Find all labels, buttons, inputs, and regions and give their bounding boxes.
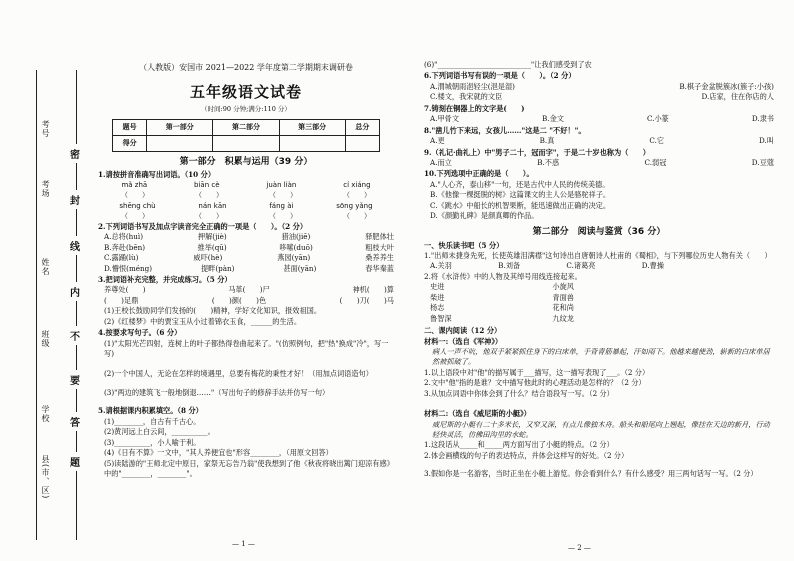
score-cell[interactable] (213, 135, 279, 151)
match-row[interactable] (424, 303, 574, 313)
answer-blank[interactable]: （ ） (195, 211, 223, 220)
pinyin: sōng yǎng (336, 201, 373, 210)
option-row[interactable] (98, 253, 394, 263)
option: C.楼文，我宋就的文臣 (430, 92, 503, 102)
question-5: 5.请根据课内积累填空。（8 分） (98, 406, 203, 416)
left-page (98, 62, 394, 542)
idiom: 神机( )算 (352, 285, 394, 295)
idiom-row[interactable] (98, 285, 394, 295)
material-2-q3: 3.假如你是一名游客，当时正坐在小艇上游览。你会看到什么？有什么感受？用三两句话写一写。（2 分） (424, 469, 758, 479)
question-8: 8."凿儿竹下来远，女孩儿……"这是二 "不好！"。 (424, 125, 586, 135)
answer-blank[interactable]: （ ） (195, 191, 223, 200)
pinyin: shēng chù (119, 201, 156, 210)
cut-char: 密 (70, 144, 80, 163)
margin-label-school: 学校 (41, 405, 50, 423)
option: A.关羽 (430, 261, 452, 271)
option[interactable]: C.《跳水》中船长的机智果断，能迅速做出正确的决定。 (430, 200, 611, 210)
answer-blanks[interactable] (98, 190, 394, 200)
option-row[interactable] (424, 261, 664, 271)
binding-margin (0, 0, 96, 561)
option: 桑养养生 (365, 253, 394, 263)
answer-blanks[interactable] (98, 211, 394, 221)
score-head: 题号 (113, 119, 147, 135)
score-head: 第一部分 (147, 119, 213, 135)
option-row[interactable] (424, 158, 774, 168)
pinyin: juàn liàn (266, 181, 297, 190)
option: C.小篆 (646, 114, 669, 124)
cut-char: 要 (70, 370, 80, 389)
answer-blank[interactable]: （ ） (121, 211, 149, 220)
question-10: 10.下列选项中正确的是（ ）。 (424, 169, 534, 179)
page-number-2: — 2 — (568, 544, 591, 552)
pinyin: fáng ài (269, 201, 294, 210)
match-row[interactable] (424, 293, 574, 303)
match-left[interactable]: 杨志 (430, 303, 445, 313)
option: B.奔赴(bēn) (104, 242, 146, 252)
material-2-q2: 2.体会画横线的句子的表达特点，并体会这样写的好处。（2 分） (424, 450, 629, 460)
match-left[interactable]: 柴进 (430, 292, 445, 302)
option: B.不惑 (537, 157, 560, 167)
fill-line[interactable]: (3)__________，小人喻于利。 (104, 437, 201, 447)
idiom: 养尊处( ) (104, 285, 146, 295)
option[interactable]: A."人心齐，泰山移"一句，还是古代中人民的传统美德。 (430, 179, 610, 189)
answer-blank[interactable]: （ ） (269, 211, 297, 220)
match-row[interactable] (424, 314, 574, 324)
option: 粗枝大叶 (365, 242, 394, 252)
option: 哆嗦(duō) (279, 242, 313, 252)
section-in-class-reading: 二、课内阅读（12 分） (424, 326, 502, 336)
option: 驿肥体壮 (365, 232, 394, 242)
score-head: 第三部分 (279, 119, 345, 135)
cut-char: 内 (70, 282, 80, 301)
option: A.总将(huì) (104, 232, 144, 242)
answer-blank[interactable]: （ ） (121, 191, 149, 200)
section-reading-books: 一、快乐读书吧（5 分） (424, 240, 504, 250)
score-head: 总分 (345, 119, 379, 135)
option: A.渭城朝雨浥轻尘(浥是湿) (430, 81, 515, 91)
option: A.甲骨文 (430, 114, 460, 124)
exam-title: 五年级语文试卷 (189, 82, 302, 101)
material-2-title: 材料二:（选自《威尼斯的小艇》） (424, 409, 531, 419)
option-row[interactable] (98, 232, 394, 242)
score-head: 第二部分 (213, 119, 279, 135)
match-right[interactable]: 小旋风 (552, 282, 574, 292)
option: D.叫 (759, 136, 774, 146)
pinyin: nán kān (198, 201, 227, 210)
option-row[interactable] (424, 136, 774, 146)
option-row[interactable] (98, 243, 394, 253)
reading-q2: 2.将《水浒传》中的人物及其绰号用线连接起来。 (424, 271, 582, 281)
match-right[interactable]: 花和尚 (552, 303, 574, 313)
question-4: 4.按要求写句子。（6 分） (98, 328, 182, 338)
option: A.而立 (430, 157, 452, 167)
material-1-title: 材料一:（选自《军神》） (424, 336, 503, 346)
option: 威吓(hè) (193, 253, 223, 263)
option: D.懵恨(méng) (104, 263, 153, 273)
fill-line[interactable]: (6)"__________________________"让我们感受到了农 (424, 60, 592, 69)
cut-char: 题 (70, 452, 80, 471)
question-6: 6.下列词语书写有误的一项是（ ）。（2 分） (424, 71, 576, 81)
option: 甚面(yān) (283, 263, 317, 273)
option: 春华秦蓝 (365, 263, 394, 273)
match-right[interactable]: 九纹龙 (552, 313, 574, 323)
fill-line[interactable]: (5)读陆游的"王师北定中原日，家祭无忘告乃翁"使我想到了他《秋夜将晓出篱门迎凉有感》中的"________，________"。 (104, 458, 394, 478)
material-1-q3: 3.从加点词语中你体会到了什么？结合语段写一写。（2 分） (424, 388, 614, 398)
pinyin-row (98, 201, 394, 211)
question-3: 3.把词语补充完整，并完成练习。（5 分） (98, 275, 232, 284)
option-row[interactable] (424, 92, 774, 102)
cut-char: 线 (70, 236, 80, 255)
margin-label-class: 班级 (41, 330, 50, 348)
option: D.隶书 (751, 114, 774, 124)
cut-char: 封 (70, 190, 80, 209)
score-cell[interactable] (279, 135, 345, 151)
material-1-text: 病人一声不吭，他双手紧紧抓住身下的白床单，手背青筋暴起，汗如雨下。他越来越使劲，崭新的白床单居然被抓破了。 (432, 346, 770, 367)
idiom: 马革( )尸 (228, 285, 270, 295)
idiom: ( )足鼎 (104, 295, 139, 305)
option: 燕园(yān) (277, 253, 311, 263)
question-2: 2.下列词语书写及加点字读音完全正确的一项是（ ）。（2 分） (98, 221, 308, 231)
option-row[interactable] (98, 264, 394, 274)
option: 推举(qū) (197, 242, 227, 252)
cut-char: 不 (70, 326, 80, 345)
answer-blank[interactable]: （ ） (343, 191, 371, 200)
idiom-row[interactable] (98, 296, 394, 306)
pinyin-row (98, 180, 394, 190)
question-4-2: (2)一个中国人，无论在怎样的境遇里，总要有梅花的秉性才好！（用加点词语造句） (104, 368, 373, 378)
margin-label-room: 考场 (41, 180, 50, 198)
match-right[interactable]: 青面兽 (552, 292, 574, 302)
option-row[interactable] (424, 114, 774, 124)
option: 押解(jiè) (197, 232, 227, 242)
option: C.诸葛亮 (566, 261, 596, 271)
page-number-1: — 1 — (232, 540, 255, 548)
answer-blank[interactable]: （ ） (269, 191, 297, 200)
question-7: 7.铸刻在铜器上的文字是( ) (424, 103, 525, 113)
exam-time: （时间:90 分钟;满分:110 分） (201, 105, 291, 114)
score-cell[interactable] (345, 135, 379, 151)
question-9: 9.（礼记·曲礼上）中"男子二十，冠而字"，于是二十岁也称为（ ） (424, 147, 650, 157)
reading-q1: 1."出师未捷身先死，长使英雄泪满襟"这句诗出自唐朝诗人杜甫的《蜀相》，与下列哪位历史人物有关（ ） (424, 251, 772, 261)
option: D.曹操 (641, 261, 664, 271)
idiom: ( )颜( )色 (211, 295, 267, 305)
binding-line-outer (36, 70, 37, 540)
pinyin: biān cè (194, 181, 220, 190)
cut-char: 答 (70, 412, 80, 431)
option: D.豆蔻 (751, 157, 774, 167)
option: B.刘备 (498, 261, 521, 271)
option: 提畔(pàn) (200, 263, 235, 273)
option-row[interactable] (424, 82, 774, 92)
margin-label-exam-no: 考号 (41, 120, 50, 138)
match-row[interactable] (424, 282, 574, 292)
option: A.更 (430, 136, 445, 146)
match-left[interactable]: 史进 (430, 282, 445, 292)
option: B.金文 (542, 114, 564, 124)
question-4-3: (3)"两边的建筑飞一般地倒退……"（写出句子的修辞手法并仿写一句） (104, 387, 330, 397)
question-1: 1.请按拼音准确写出词语。（10 分） (98, 169, 216, 179)
margin-label-name: 姓名 (41, 258, 50, 276)
score-table (112, 119, 380, 152)
part2-heading: 第二部分 阅读与鉴赏（36 分） (532, 226, 666, 237)
material-2-text: 威尼斯的小艇有二十多米长，又窄又深，有点儿像独木舟。船头和船尾向上翘起，像挂在天边的新月，行动轻快灵活，仿佛田沟里的水蛇。 (432, 419, 770, 440)
material-1-q2: 2.文中"他"指的是谁？文中描写他此时的心理活动是怎样的？（2 分） (424, 378, 646, 388)
pinyin: mǎ zhā (121, 181, 148, 190)
idiom: ( )刀( )马 (339, 295, 394, 305)
fill-line[interactable]: (2)黄河远上白云间，__________。 (104, 427, 215, 437)
exam-header: （人教版）安国市 2021—2022 学年度第二学期期末调研卷 (139, 63, 353, 72)
material-1-q1: 1.以上语段中对"他"的描写属于___描写，这一描写表现了___。（2 分） (424, 367, 650, 377)
part1-heading: 第一部分 积累与运用（39 分） (179, 156, 313, 167)
question-4-1: (1)"太阳光芒四射，连树上的叶子都热得卷曲起来了。"(仿照例句，把"热"换成"冷"，写一写) (104, 338, 389, 359)
question-3-2: (2)《红楼梦》中的贾宝玉从小过着锦衣玉食，______的生活。 (104, 316, 302, 326)
fill-line[interactable]: (1)________，自古有千古心。 (104, 416, 201, 426)
option: B.棋子金盆脱簇冰(簇子:小孩) (679, 81, 774, 91)
answer-blank[interactable]: （ ） (343, 211, 371, 220)
option[interactable]: D.《颜勤礼碑》是颜真卿的作品。 (430, 211, 539, 221)
option: C.露踊(lù) (104, 253, 139, 263)
option: B.真 (539, 136, 555, 146)
pinyin: cí xiáng (343, 181, 371, 190)
fill-line[interactable]: (4)《日有不算》一文中，"其人养便宜也"形容________，（用原文回答） (104, 448, 333, 458)
material-2-q1: 1.这段话从_____和_____两方面写出了小艇的特点。（2 分） (424, 440, 614, 450)
option: C.弱冠 (644, 157, 667, 167)
option[interactable]: B.《他像一棵挺脱的树》这篇课文的主人公是骆驼祥子。 (430, 190, 611, 200)
option: 猎油(jiē) (281, 232, 311, 242)
match-left[interactable]: 鲁智深 (430, 313, 452, 323)
right-page (424, 60, 774, 548)
question-3-1: (1)王校长鼓励同学们发扬的( )精神，学好文化知识，报效祖国。 (104, 306, 322, 316)
score-cell[interactable] (147, 135, 213, 151)
option: D.店家，住在你店的人 (701, 92, 774, 102)
option: C.它 (649, 136, 665, 146)
margin-label-county: 县(市、区) (41, 455, 50, 500)
score-label: 得分 (113, 135, 147, 151)
